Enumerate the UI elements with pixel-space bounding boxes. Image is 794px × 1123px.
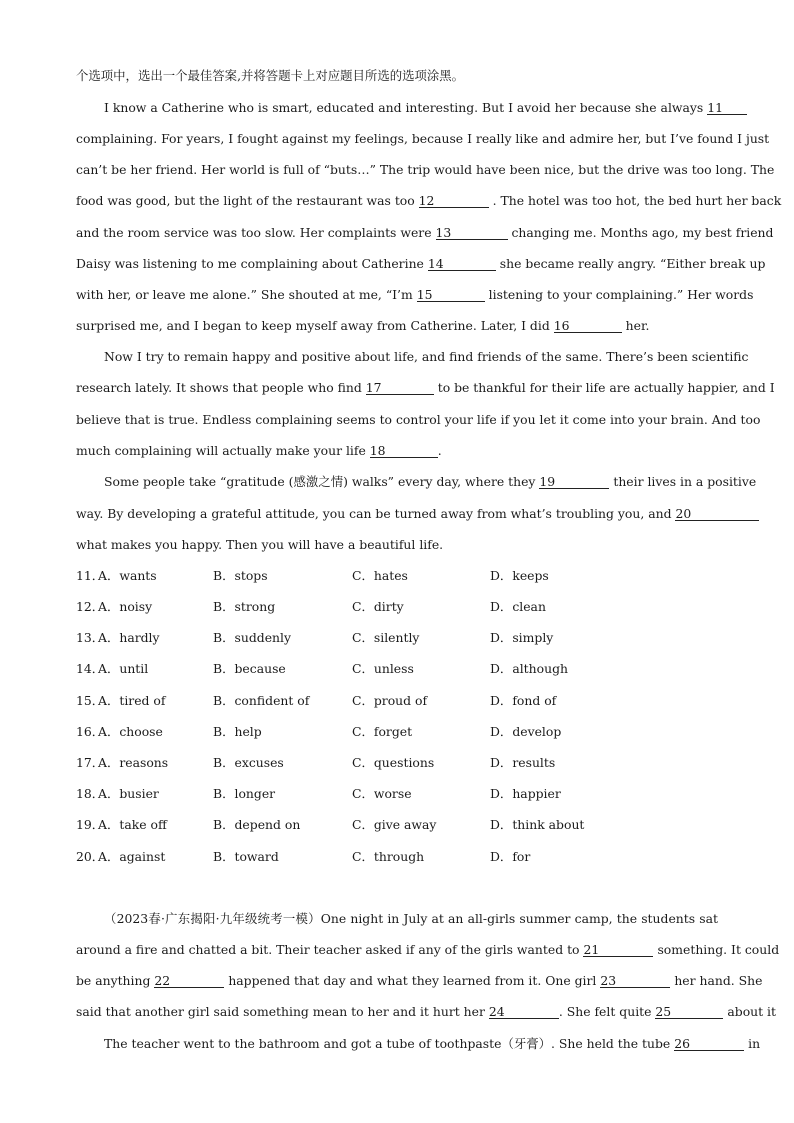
blank-14[interactable]: 14 <box>428 257 496 271</box>
option-16-a[interactable]: A．choose <box>98 724 163 739</box>
option-20-a[interactable]: A．against <box>98 849 166 864</box>
option-20-b[interactable]: B．toward <box>213 849 279 864</box>
option-16-c[interactable]: C．forget <box>352 724 413 739</box>
option-15-c[interactable]: C．proud of <box>352 693 428 708</box>
blank-26[interactable]: 26 <box>674 1037 744 1051</box>
passage1-line-6: Daisy was listening to me complaining about Catherine 14 she became really angry. “Either break up <box>76 256 766 271</box>
option-19-d[interactable]: D．think about <box>490 817 585 832</box>
passage1-line-14: way. By developing a grateful attitude, you can be turned away from what’s troubling you, and 20 <box>76 506 718 522</box>
option-12-c[interactable]: C．dirty <box>352 599 404 614</box>
option-11-a[interactable]: A．wants <box>98 568 157 583</box>
option-11-d[interactable]: D．keeps <box>490 568 549 583</box>
option-14-d[interactable]: D．although <box>490 661 568 676</box>
question-20: 20． A．against B．toward C．through D．for <box>76 849 531 864</box>
passage1-line-11: believe that is true. Endless complaining seems to control your life if you let it come into your brain. And too <box>76 412 761 427</box>
option-17-d[interactable]: D．results <box>490 755 556 770</box>
question-12: 12． A．noisy B．strong C．dirty D．clean <box>76 599 546 614</box>
option-12-b[interactable]: B．strong <box>213 599 276 614</box>
blank-25[interactable]: 25 <box>655 1005 723 1019</box>
option-20-c[interactable]: C．through <box>352 849 425 864</box>
passage2-line-1: （2023春·广东揭阳·九年级统考一模）One night in July at an all-girls summer camp, the students sat <box>104 911 718 926</box>
blank-21[interactable]: 21 <box>583 943 653 957</box>
passage1-line-2: complaining. For years, I fought against my feelings, because I really like and admire her, but I’ve found I just <box>76 131 770 146</box>
blank-20[interactable]: 20 <box>675 507 759 521</box>
option-20-d[interactable]: D．for <box>490 849 531 864</box>
passage1-line-12: much complaining will actually make your life 18 . <box>76 443 442 458</box>
blank-18[interactable]: 18 <box>370 444 438 458</box>
question-13: 13． A．hardly B．suddenly C．silently D．simply <box>76 630 554 645</box>
option-15-b[interactable]: B．confident of <box>213 693 310 708</box>
passage1-line-3: can’t be her friend. Her world is full of “buts…” The trip would have been nice, but the drive was too long. The <box>76 162 775 177</box>
question-15: 15． A．tired of B．confident of C．proud of D．fond of <box>76 693 557 708</box>
passage1-line-13: Some people take “gratitude (感激之情) walks” every day, where they 19 their lives in a positive <box>104 474 757 489</box>
passage1-line-1: I know a Catherine who is smart, educated and interesting. But I avoid her because she always 11 <box>104 100 718 116</box>
question-16: 16． A．choose B．help C．forget D．develop <box>76 724 562 739</box>
option-13-c[interactable]: C．silently <box>352 630 420 645</box>
blank-22[interactable]: 22 <box>154 974 224 988</box>
option-19-b[interactable]: B．depend on <box>213 817 301 832</box>
blank-24[interactable]: 24 <box>489 1005 559 1019</box>
blank-16[interactable]: 16 <box>554 319 622 333</box>
blank-17[interactable]: 17 <box>366 381 434 395</box>
option-11-c[interactable]: C．hates <box>352 568 408 583</box>
option-14-c[interactable]: C．unless <box>352 661 414 676</box>
passage1-line-9: Now I try to remain happy and positive about life, and find friends of the same. There’s been scientific <box>104 349 749 364</box>
option-14-a[interactable]: A．until <box>98 661 149 676</box>
blank-11[interactable]: 11 <box>707 101 747 115</box>
question-17: 17． A．reasons B．excuses C．questions D．results <box>76 755 556 770</box>
option-14-b[interactable]: B．because <box>213 661 286 676</box>
passage1-line-7: with her, or leave me alone.” She shouted at me, “I’m 15 listening to your complaining.” Her words <box>76 287 754 302</box>
passage2-line-5: The teacher went to the bathroom and got a tube of toothpaste（牙膏）. She held the tube 26 in <box>104 1036 761 1051</box>
question-14: 14． A．until B．because C．unless D．although <box>76 661 568 676</box>
question-11: 11． A．wants B．stops C．hates D．keeps <box>76 568 549 583</box>
option-17-c[interactable]: C．questions <box>352 755 435 770</box>
question-19: 19． A．take off B．depend on C．give away D．think about <box>76 817 585 832</box>
option-13-d[interactable]: D．simply <box>490 630 554 645</box>
option-13-a[interactable]: A．hardly <box>98 630 160 645</box>
passage1-line-5: and the room service was too slow. Her complaints were 13 changing me. Months ago, my best friend <box>76 225 774 240</box>
passage1-line-15: what makes you happy. Then you will have a beautiful life. <box>76 537 444 552</box>
question-18: 18． A．busier B．longer C．worse D．happier <box>76 786 561 801</box>
option-15-a[interactable]: A．tired of <box>98 693 166 708</box>
option-12-d[interactable]: D．clean <box>490 599 546 614</box>
option-15-d[interactable]: D．fond of <box>490 693 557 708</box>
passage2-line-3: be anything 22 happened that day and what they learned from it. One girl 23 her hand. She <box>76 973 763 988</box>
option-18-b[interactable]: B．longer <box>213 786 276 801</box>
passage2-line-4: said that another girl said something mean to her and it hurt her 24 . She felt quite 25 about it <box>76 1004 776 1019</box>
option-13-b[interactable]: B．suddenly <box>213 630 291 645</box>
passage1-line-4: food was good, but the light of the restaurant was too 12 . The hotel was too hot, the bed hurt her back <box>76 193 782 208</box>
blank-15[interactable]: 15 <box>417 288 485 302</box>
option-18-c[interactable]: C．worse <box>352 786 412 801</box>
passage2-line-2: around a fire and chatted a bit. Their teacher asked if any of the girls wanted to 21 something. It could <box>76 942 780 957</box>
option-16-d[interactable]: D．develop <box>490 724 562 739</box>
passage1-line-10: research lately. It shows that people who find 17 to be thankful for their life are actually happier, and I <box>76 380 775 395</box>
option-19-a[interactable]: A．take off <box>98 817 167 832</box>
option-17-b[interactable]: B．excuses <box>213 755 284 770</box>
option-16-b[interactable]: B．help <box>213 724 262 739</box>
option-18-a[interactable]: A．busier <box>98 786 159 801</box>
blank-23[interactable]: 23 <box>600 974 670 988</box>
option-18-d[interactable]: D．happier <box>490 786 561 801</box>
blank-19[interactable]: 19 <box>539 475 609 489</box>
blank-12[interactable]: 12 <box>419 194 489 208</box>
instruction-line: 个选项中，选出一个最佳答案,并将答题卡上对应题目所选的选项涂黑。 <box>76 68 465 83</box>
option-12-a[interactable]: A．noisy <box>98 599 153 614</box>
option-11-b[interactable]: B．stops <box>213 568 268 583</box>
blank-13[interactable]: 13 <box>436 226 508 240</box>
option-17-a[interactable]: A．reasons <box>98 755 169 770</box>
passage1-line-8: surprised me, and I began to keep myself away from Catherine. Later, I did 16 her. <box>76 318 650 333</box>
option-19-c[interactable]: C．give away <box>352 817 437 832</box>
